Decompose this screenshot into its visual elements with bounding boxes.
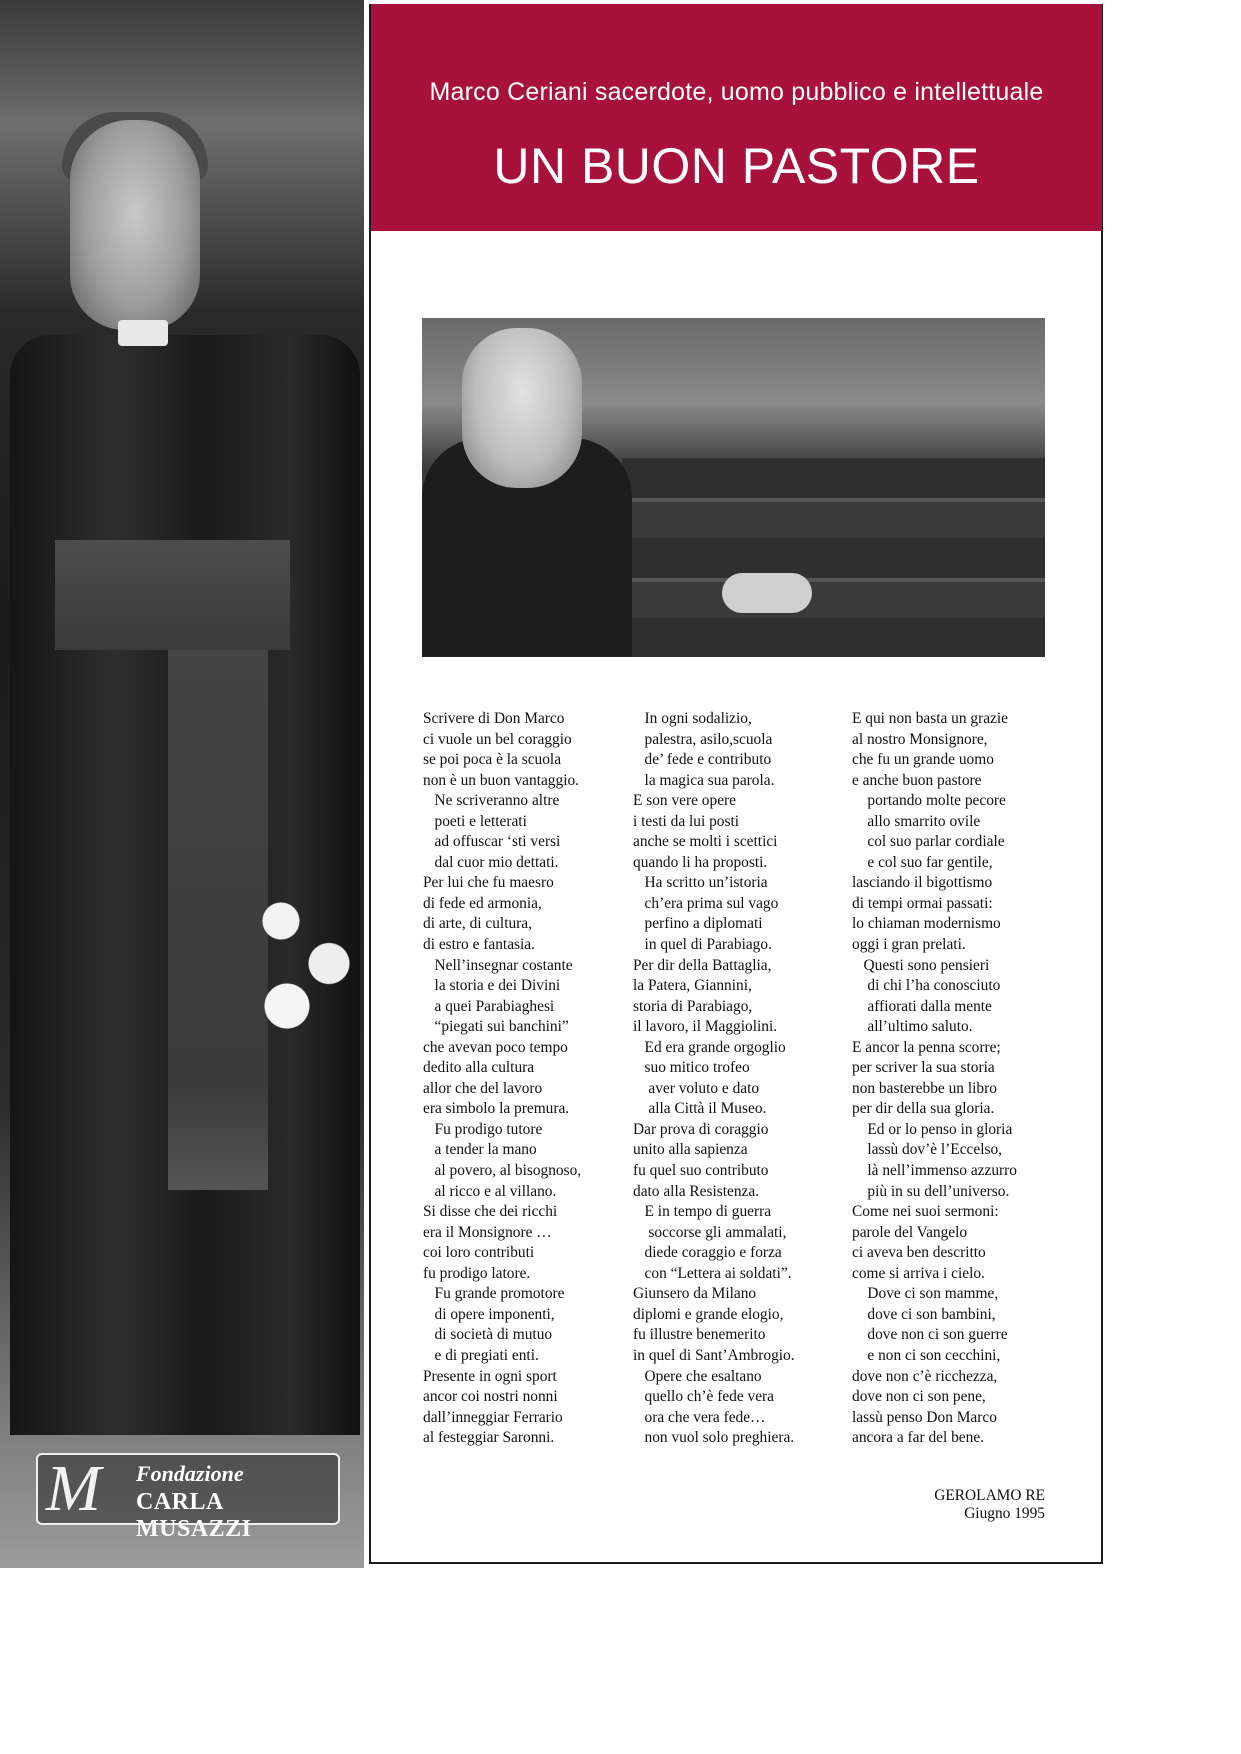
poem-line: portando molte pecore bbox=[852, 792, 1006, 810]
poem-line: lo chiaman modernismo bbox=[852, 915, 1001, 933]
poem-line: perfino a diplomati bbox=[633, 915, 763, 933]
poem-line: dall’inneggiar Ferrario bbox=[423, 1408, 563, 1426]
sash bbox=[55, 540, 290, 650]
poem-line: Fu grande promotore bbox=[423, 1285, 565, 1303]
poem-line: per scriver la sua storia bbox=[852, 1059, 995, 1077]
poem-line: palestra, asilo,scuola bbox=[633, 730, 773, 748]
banner-title: UN BUON PASTORE bbox=[493, 138, 980, 194]
poem-line: al povero, al bisognoso, bbox=[423, 1162, 582, 1180]
poem-line: e anche buon pastore bbox=[852, 771, 982, 789]
poem-line: ad offuscar ‘sti versi bbox=[423, 833, 561, 851]
signature bbox=[934, 1487, 1045, 1523]
poem-line: era simbolo la premura. bbox=[423, 1100, 570, 1118]
poem-line: allor che del lavoro bbox=[423, 1079, 543, 1097]
poem-line: al festeggiar Saronni. bbox=[423, 1429, 555, 1447]
poem-line: di chi l’ha conosciuto bbox=[852, 977, 1001, 995]
poem-line: Ne scriveranno altre bbox=[423, 792, 560, 810]
poem-line: alla Città il Museo. bbox=[633, 1100, 767, 1118]
poem-line: non è un buon vantaggio. bbox=[423, 771, 580, 789]
poem-line: in quel di Parabiago. bbox=[633, 936, 772, 954]
poem-line: ci vuole un bel coraggio bbox=[423, 730, 572, 748]
poem-line: non basterebbe un libro bbox=[852, 1079, 997, 1097]
poem-line: con “Lettera ai soldati”. bbox=[633, 1264, 792, 1282]
collar bbox=[118, 320, 168, 346]
poem-line: e non ci son cecchini, bbox=[852, 1346, 1001, 1364]
poem-line: affiorati dalla mente bbox=[852, 997, 992, 1015]
poem-line: E in tempo di guerra bbox=[633, 1203, 772, 1221]
poem-line: diede coraggio e forza bbox=[633, 1244, 782, 1262]
poem-line: Presente in ogni sport bbox=[423, 1367, 557, 1385]
poem-line: che fu un grande uomo bbox=[852, 751, 994, 769]
poem-line: soccorse gli ammalati, bbox=[633, 1223, 787, 1241]
poem-line: come si arriva i cielo. bbox=[852, 1264, 985, 1282]
poem-line: lasciando il bigottismo bbox=[852, 874, 993, 892]
poem-line: anche se molti i scettici bbox=[633, 833, 778, 851]
poem-line: all’ultimo saluto. bbox=[852, 1018, 973, 1036]
poem-line: che avevan poco tempo bbox=[423, 1038, 568, 1056]
poem-line: ora che vera fede… bbox=[633, 1408, 766, 1426]
poem-line: più in su dell’universo. bbox=[852, 1182, 1010, 1200]
poem-line: Giunsero da Milano bbox=[633, 1285, 757, 1303]
poem-line: ch’era prima sul vago bbox=[633, 894, 779, 912]
title-banner bbox=[371, 4, 1102, 231]
poem-line: Ed era grande orgoglio bbox=[633, 1038, 786, 1056]
poem-line: oggi i gran prelati. bbox=[852, 936, 966, 954]
poem-line: là nell’immenso azzurro bbox=[852, 1162, 1017, 1180]
poem-line: In ogni sodalizio, bbox=[633, 710, 752, 727]
portrait-photo-desk bbox=[422, 318, 1045, 657]
hand bbox=[722, 573, 812, 613]
poem-line: di arte, di cultura, bbox=[423, 915, 532, 933]
poem-line: E qui non basta un grazie bbox=[852, 710, 1008, 727]
frame-bottom-border bbox=[371, 1562, 1103, 1564]
poem-line: coi loro contributi bbox=[423, 1244, 535, 1262]
poem-line: suo mitico trofeo bbox=[633, 1059, 750, 1077]
poem-line: E ancor la penna scorre; bbox=[852, 1038, 1001, 1056]
signature-date: Giugno 1995 bbox=[964, 1505, 1045, 1522]
poem-line: aver voluto e dato bbox=[633, 1079, 760, 1097]
poem-line: dal cuor mio dettati. bbox=[423, 853, 559, 871]
poem-line: di tempi ormai passati: bbox=[852, 894, 993, 912]
poem-line: quando li ha proposti. bbox=[633, 853, 768, 871]
poem-line: Nell’insegnar costante bbox=[423, 956, 573, 974]
poem-line: era il Monsignore … bbox=[423, 1223, 552, 1241]
poem-line: Per dir della Battaglia, bbox=[633, 956, 772, 974]
poem-line: a tender la mano bbox=[423, 1141, 537, 1159]
poem-line: diplomi e grande elogio, bbox=[633, 1305, 784, 1323]
poem-line: per dir della sua gloria. bbox=[852, 1100, 995, 1118]
poem-line: dove non ci son pene, bbox=[852, 1388, 986, 1406]
poem-line: ancor coi nostri nonni bbox=[423, 1388, 558, 1406]
portrait-photo-left bbox=[0, 0, 364, 1568]
poem-line: storia di Parabiago, bbox=[633, 997, 753, 1015]
poem-line: di società di mutuo bbox=[423, 1326, 553, 1344]
poem-line: fu quel suo contributo bbox=[633, 1162, 769, 1180]
poem-line: al ricco e al villano. bbox=[423, 1182, 557, 1200]
poem-line: a quei Parabiaghesi bbox=[423, 997, 555, 1015]
banner-subtitle: Marco Ceriani sacerdote, uomo pubblico e intellettuale bbox=[429, 78, 1044, 106]
poem-line: dove non c’è ricchezza, bbox=[852, 1367, 998, 1385]
poem-line: Opere che esaltano bbox=[633, 1367, 762, 1385]
foundation-logo bbox=[36, 1452, 340, 1542]
poem-line: Dar prova di coraggio bbox=[633, 1120, 769, 1138]
frame-right-border bbox=[1101, 4, 1103, 1564]
poem-line: i testi da lui posti bbox=[633, 812, 740, 830]
poem-line: e di pregiati enti. bbox=[423, 1346, 539, 1364]
poem-line: la storia e dei Divini bbox=[423, 977, 561, 995]
desk bbox=[622, 458, 1045, 657]
poem-line: ancora a far del bene. bbox=[852, 1429, 985, 1447]
poem-line: dove non ci son guerre bbox=[852, 1326, 1008, 1344]
poem-line: il lavoro, il Maggiolini. bbox=[633, 1018, 778, 1036]
poem-line: allo smarrito ovile bbox=[852, 812, 981, 830]
poem-line: Si disse che dei ricchi bbox=[423, 1203, 558, 1221]
poem-line: Fu prodigo tutore bbox=[423, 1120, 543, 1138]
poem-line: di fede ed armonia, bbox=[423, 894, 542, 912]
poem-line: E son vere opere bbox=[633, 792, 736, 810]
poem-line: quello ch’è fede vera bbox=[633, 1388, 775, 1406]
poem-line: ci aveva ben descritto bbox=[852, 1244, 986, 1262]
poem-column-1 bbox=[423, 709, 581, 1449]
poem-line: fu illustre benemerito bbox=[633, 1326, 766, 1344]
poem-line: Questi sono pensieri bbox=[852, 956, 990, 974]
poem-line: se poi poca è la scuola bbox=[423, 751, 562, 769]
poem-line: dove ci son bambini, bbox=[852, 1305, 996, 1323]
flowers bbox=[245, 870, 365, 1040]
poem-line: Come nei suoi sermoni: bbox=[852, 1203, 999, 1221]
poem-line: lassù penso Don Marco bbox=[852, 1408, 997, 1426]
poem-line: Scrivere di Don Marco bbox=[423, 710, 565, 727]
poem-line: “piegati sui banchini” bbox=[423, 1018, 569, 1036]
logo-monogram: M bbox=[46, 1452, 101, 1525]
poem-line: col suo parlar cordiale bbox=[852, 833, 1005, 851]
poem-line: di estro e fantasia. bbox=[423, 936, 535, 954]
poem-line: di opere imponenti, bbox=[423, 1305, 555, 1323]
poem-line: fu prodigo latore. bbox=[423, 1264, 531, 1282]
poem-line: parole del Vangelo bbox=[852, 1223, 968, 1241]
poem-column-2 bbox=[633, 709, 795, 1449]
poem-line: e col suo far gentile, bbox=[852, 853, 993, 871]
poem-line: Dove ci son mamme, bbox=[852, 1285, 999, 1303]
signature-author: GEROLAMO RE bbox=[934, 1487, 1045, 1504]
poem-line: al nostro Monsignore, bbox=[852, 730, 988, 748]
poem-line: Ed or lo penso in gloria bbox=[852, 1120, 1013, 1138]
poem-column-3 bbox=[852, 709, 1017, 1449]
poem-line: unito alla sapienza bbox=[633, 1141, 748, 1159]
logo-line1: Fondazione bbox=[136, 1461, 244, 1486]
poem-line: non vuol solo preghiera. bbox=[633, 1429, 795, 1447]
head bbox=[462, 328, 582, 488]
poem-line: la Patera, Giannini, bbox=[633, 977, 752, 995]
poem-line: in quel di Sant’Ambrogio. bbox=[633, 1346, 795, 1364]
poem-line: poeti e letterati bbox=[423, 812, 527, 830]
face bbox=[70, 120, 200, 330]
frame-left-border bbox=[369, 4, 371, 1564]
poem-line: lassù dov’è l’Eccelso, bbox=[852, 1141, 1003, 1159]
poem-line: de’ fede e contributo bbox=[633, 751, 772, 769]
poem-line: dedito alla cultura bbox=[423, 1059, 535, 1077]
poem-line: dato alla Resistenza. bbox=[633, 1182, 760, 1200]
logo-line2: CARLA MUSAZZI bbox=[136, 1489, 252, 1542]
poem-line: la magica sua parola. bbox=[633, 771, 775, 789]
poem-line: Per lui che fu maesro bbox=[423, 874, 554, 892]
poem-line: Ha scritto un’istoria bbox=[633, 874, 768, 892]
